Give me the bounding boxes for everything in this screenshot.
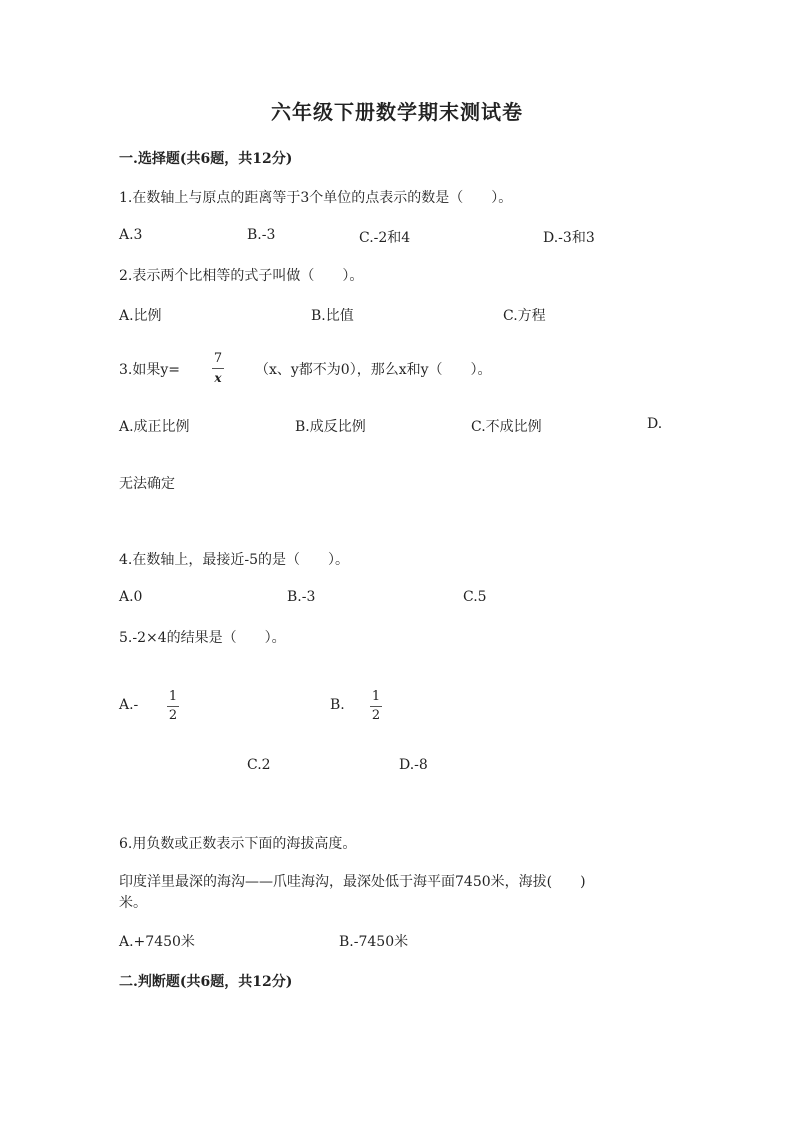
question-6-body-line-1: 印度洋里最深的海沟——爪哇海沟，最深处低于海平面7450米，海拔( ) — [119, 874, 586, 890]
question-3-suffix: （x、y都不为0），那么x和y（ ）。 — [255, 362, 492, 378]
section-heading-judgement: 二.判断题(共6题，共12分) — [119, 974, 293, 990]
question-1-option-d: D.-3和3 — [543, 230, 595, 246]
question-5-option-b-prefix: B. — [330, 697, 345, 713]
question-5-text: 5.-2×4的结果是（ ）。 — [119, 630, 286, 646]
question-5-option-c: C.2 — [247, 757, 271, 773]
fraction-bar — [212, 368, 224, 369]
question-4-option-a: A.0 — [119, 589, 143, 605]
question-1-option-c: C.-2和4 — [359, 230, 411, 246]
question-2-option-c: C.方程 — [503, 308, 546, 324]
question-2-text: 2.表示两个比相等的式子叫做（ ）。 — [119, 268, 364, 284]
question-6-option-b: B.-7450米 — [339, 934, 409, 950]
question-3-option-b: B.成反比例 — [295, 419, 366, 435]
question-6-option-a: A.+7450米 — [119, 934, 195, 950]
page-title: 六年级下册数学期末测试卷 — [271, 100, 523, 124]
question-3-option-d-text: 无法确定 — [119, 476, 175, 492]
fraction-numerator: 1 — [168, 689, 178, 704]
fraction-denominator: 2 — [371, 708, 381, 723]
question-3-option-a: A.成正比例 — [119, 419, 190, 435]
question-2-option-a: A.比例 — [119, 308, 162, 324]
section-heading-choice: 一.选择题(共6题，共12分) — [119, 151, 293, 167]
question-2-option-b: B.比值 — [311, 308, 354, 324]
question-1-option-b: B.-3 — [247, 227, 276, 243]
fraction-denominator: 2 — [168, 708, 178, 723]
question-5-option-a-prefix: A.- — [119, 697, 139, 713]
question-3-prefix: 3.如果y= — [119, 362, 180, 378]
question-6-body-line-2: 米。 — [119, 895, 147, 911]
question-3-option-c: C.不成比例 — [471, 419, 542, 435]
question-1-option-a: A.3 — [119, 227, 143, 243]
question-4-option-b: B.-3 — [287, 589, 316, 605]
question-3-fraction — [212, 352, 224, 385]
question-5-option-d: D.-8 — [399, 757, 428, 773]
fraction-denominator: x — [214, 371, 222, 385]
question-5-option-a-fraction — [167, 690, 179, 723]
question-3-option-d: D. — [647, 416, 663, 432]
question-4-option-c: C.5 — [463, 589, 487, 605]
fraction-numerator: 7 — [213, 351, 223, 366]
fraction-numerator: 1 — [371, 689, 381, 704]
question-5-option-b-fraction — [370, 690, 382, 723]
question-1-text: 1.在数轴上与原点的距离等于3个单位的点表示的数是（ ）。 — [119, 190, 513, 206]
fraction-bar — [167, 706, 179, 707]
fraction-bar — [370, 706, 382, 707]
question-6-text: 6.用负数或正数表示下面的海拔高度。 — [119, 836, 357, 852]
question-4-text: 4.在数轴上，最接近-5的是（ ）。 — [119, 552, 349, 568]
